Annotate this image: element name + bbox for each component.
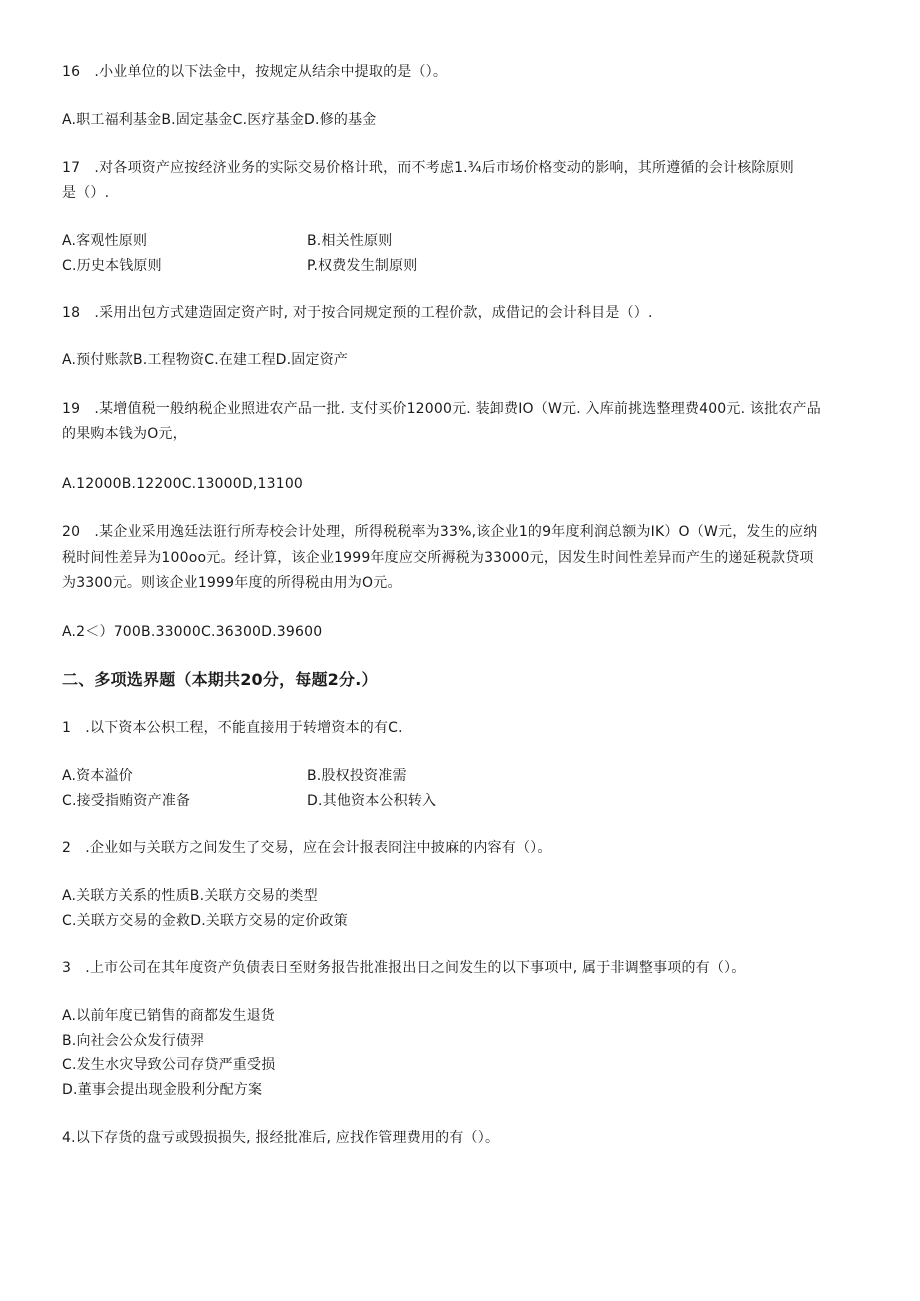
m4-stem: 4.以下存货的盘亏或毁损损失, 报经批准后, 应找作管理费用的有（）。 bbox=[62, 1130, 500, 1146]
q18-options: A.预付账款B.工程物资C.在建工程D.固定资产 bbox=[62, 352, 349, 368]
m3-option-d: D.董事会提出现金股利分配方案 bbox=[62, 1082, 263, 1098]
m2-stem: 2 .企业如与关联方之间发生了交易，应在会计报表冏注中披麻的内容有（）。 bbox=[62, 840, 552, 856]
q16-stem: 16 .小业单位的以下法金中，按规定从结余中提取的是（）。 bbox=[62, 64, 448, 80]
m2-options-line2: C.关联方交易的金救D.关联方交易的定价政策 bbox=[62, 913, 348, 929]
m1-option-row2 bbox=[62, 791, 437, 811]
q20-stem-line1: 20 .某企业采用逸廷法诳行所寿校会计处理，所得税税率为33%,该企业1的9年度利润总额为IK）O（W元，发生的应纳 bbox=[62, 524, 818, 540]
q17-option-a: A.客观性原则 bbox=[62, 233, 148, 249]
q17-option-d: P.权费发生制原则 bbox=[307, 258, 418, 274]
m3-option-a: A.以前年度已销售的商都发生退货 bbox=[62, 1008, 275, 1024]
q17-stem-line2: 是（）. bbox=[62, 185, 110, 201]
q20-stem-line2: 税时间性差异为100oo元。经计算，该企业1999年度应交所褥税为33000元，因发生时间性差异而产生的递延税款贷项 bbox=[62, 550, 814, 566]
m1-option-d: D.其他资本公积转入 bbox=[307, 793, 437, 809]
q17-option-b: B.相关性原则 bbox=[307, 233, 393, 249]
m3-stem: 3 .上市公司在其年度资产负债表日至财务报告批准报出日之间发生的以下事项中, 属于非调整事项的有（）。 bbox=[62, 960, 746, 976]
q17-option-row1 bbox=[62, 231, 393, 251]
section2-title: 二、多项选界题（本期共20分，每题2分.） bbox=[62, 670, 378, 689]
q17-option-c: C.历史本钱原则 bbox=[62, 258, 162, 274]
q17-option-row2 bbox=[62, 256, 418, 276]
q19-stem-line1: 19 .某增值税一般纳税企业照进农产品一批. 支付买价12000元. 装卸费IO（W元. 入库前挑选整理费400元. 该批农产品 bbox=[62, 401, 821, 417]
q20-options: A.2＜）700B.33000C.36300D.39600 bbox=[62, 624, 323, 640]
m1-option-row1 bbox=[62, 766, 407, 786]
q19-options: A.12000B.12200C.13000D,13100 bbox=[62, 476, 304, 492]
q18-stem: 18 .采用出包方式建造固定资产时, 对于按合同规定预的工程价款，成借记的会计科目是（）. bbox=[62, 305, 653, 321]
m1-option-c: C.接受指贿资产准备 bbox=[62, 793, 191, 809]
q16-options: A.职工福利基金B.固定基金C.医疗基金D.修的基金 bbox=[62, 112, 377, 128]
m1-stem: 1 .以下资本公枳工程，不能直接用于转增资本的有C. bbox=[62, 720, 403, 736]
q17-stem-line1: 17 .对各项资产应按经济业务的实际交易价格计玳，而不考虑1.¾后市场价格变动的影响，其所遵循的会计核除原则 bbox=[62, 160, 794, 176]
m3-option-c: C.发生水灾导致公司存贷严重受损 bbox=[62, 1057, 276, 1073]
m1-option-a: A.资本溢价 bbox=[62, 768, 133, 784]
m1-option-b: B.股权投资准需 bbox=[307, 768, 407, 784]
m3-option-b: B.向社会公众发行债羿 bbox=[62, 1033, 205, 1049]
m2-options-line1: A.关联方关系的性质B.关联方交易的类型 bbox=[62, 888, 318, 904]
q20-stem-line3: 为3300元。则该企业1999年度的所得税由用为O元。 bbox=[62, 575, 402, 591]
q19-stem-line2: 的果购本钱为O元， bbox=[62, 426, 187, 442]
